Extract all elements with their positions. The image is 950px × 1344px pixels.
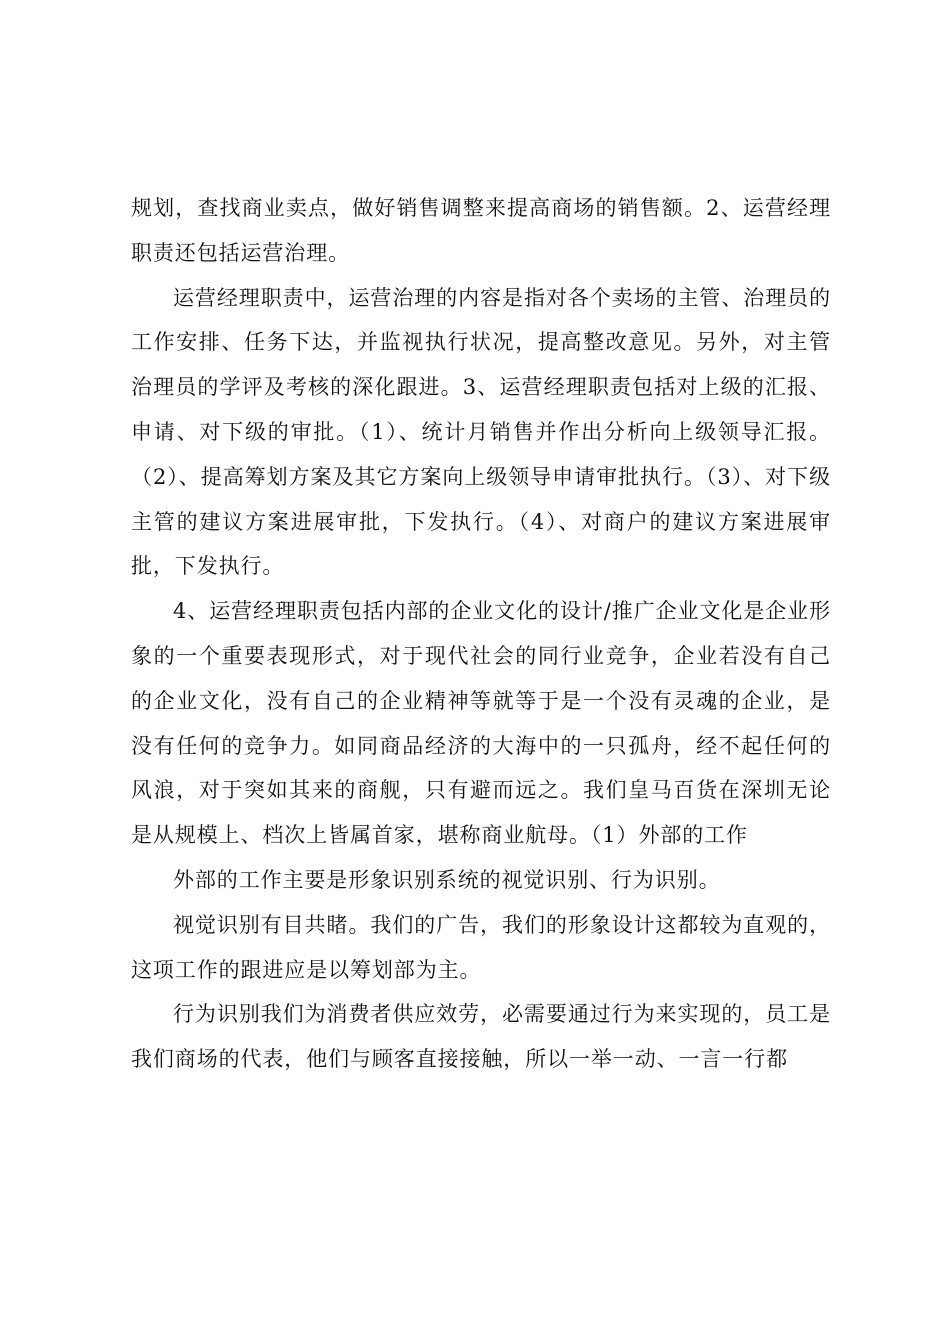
paragraph-6: 行为识别我们为消费者供应效劳，必需要通过行为来实现的，员工是我们商场的代表，他们与顾客直接接触，所以一举一动、一言一行都	[131, 1002, 831, 1072]
paragraph-3: 4、运营经理职责包括内部的企业文化的设计/推广企业文化是企业形象的一个重要表现形式，对于现代社会的同行业竞争，企业若没有自己的企业文化，没有自己的企业精神等就等于是一个没有灵魂的企业，是没有任何的竞争力。如同商品经济的大海中的一只孤舟，经不起任何的风浪，对于突如其来的商舰，只有避而远之。我们皇马百货在深圳无论是从规模上、档次上皆属首家，堪称商业航母。（1）外部的工作	[131, 599, 831, 848]
document-body	[131, 186, 831, 1082]
paragraph-2: 运营经理职责中，运营治理的内容是指对各个卖场的主管、治理员的工作安排、任务下达，并监视执行状况，提高整改意见。另外，对主管治理员的学评及考核的深化跟进。3、运营经理职责包括对上级的汇报、申请、对下级的审批。（1）、统计月销售并作出分析向上级领导汇报。（2）、提高筹划方案及其它方案向上级领导申请审批执行。（3）、对下级主管的建议方案进展审批，下发执行。（4）、对商户的建议方案进展审批，下发执行。	[131, 285, 831, 579]
paragraph-4: 外部的工作主要是形象识别系统的视觉识别、行为识别。	[173, 867, 721, 892]
paragraph-5: 视觉识别有目共睹。我们的广告，我们的形象设计这都较为直观的，这项工作的跟进应是以筹划部为主。	[131, 912, 831, 982]
paragraph-1: 规划，查找商业卖点，做好销售调整来提高商场的销售额。2、运营经理职责还包括运营治理。	[131, 196, 831, 265]
